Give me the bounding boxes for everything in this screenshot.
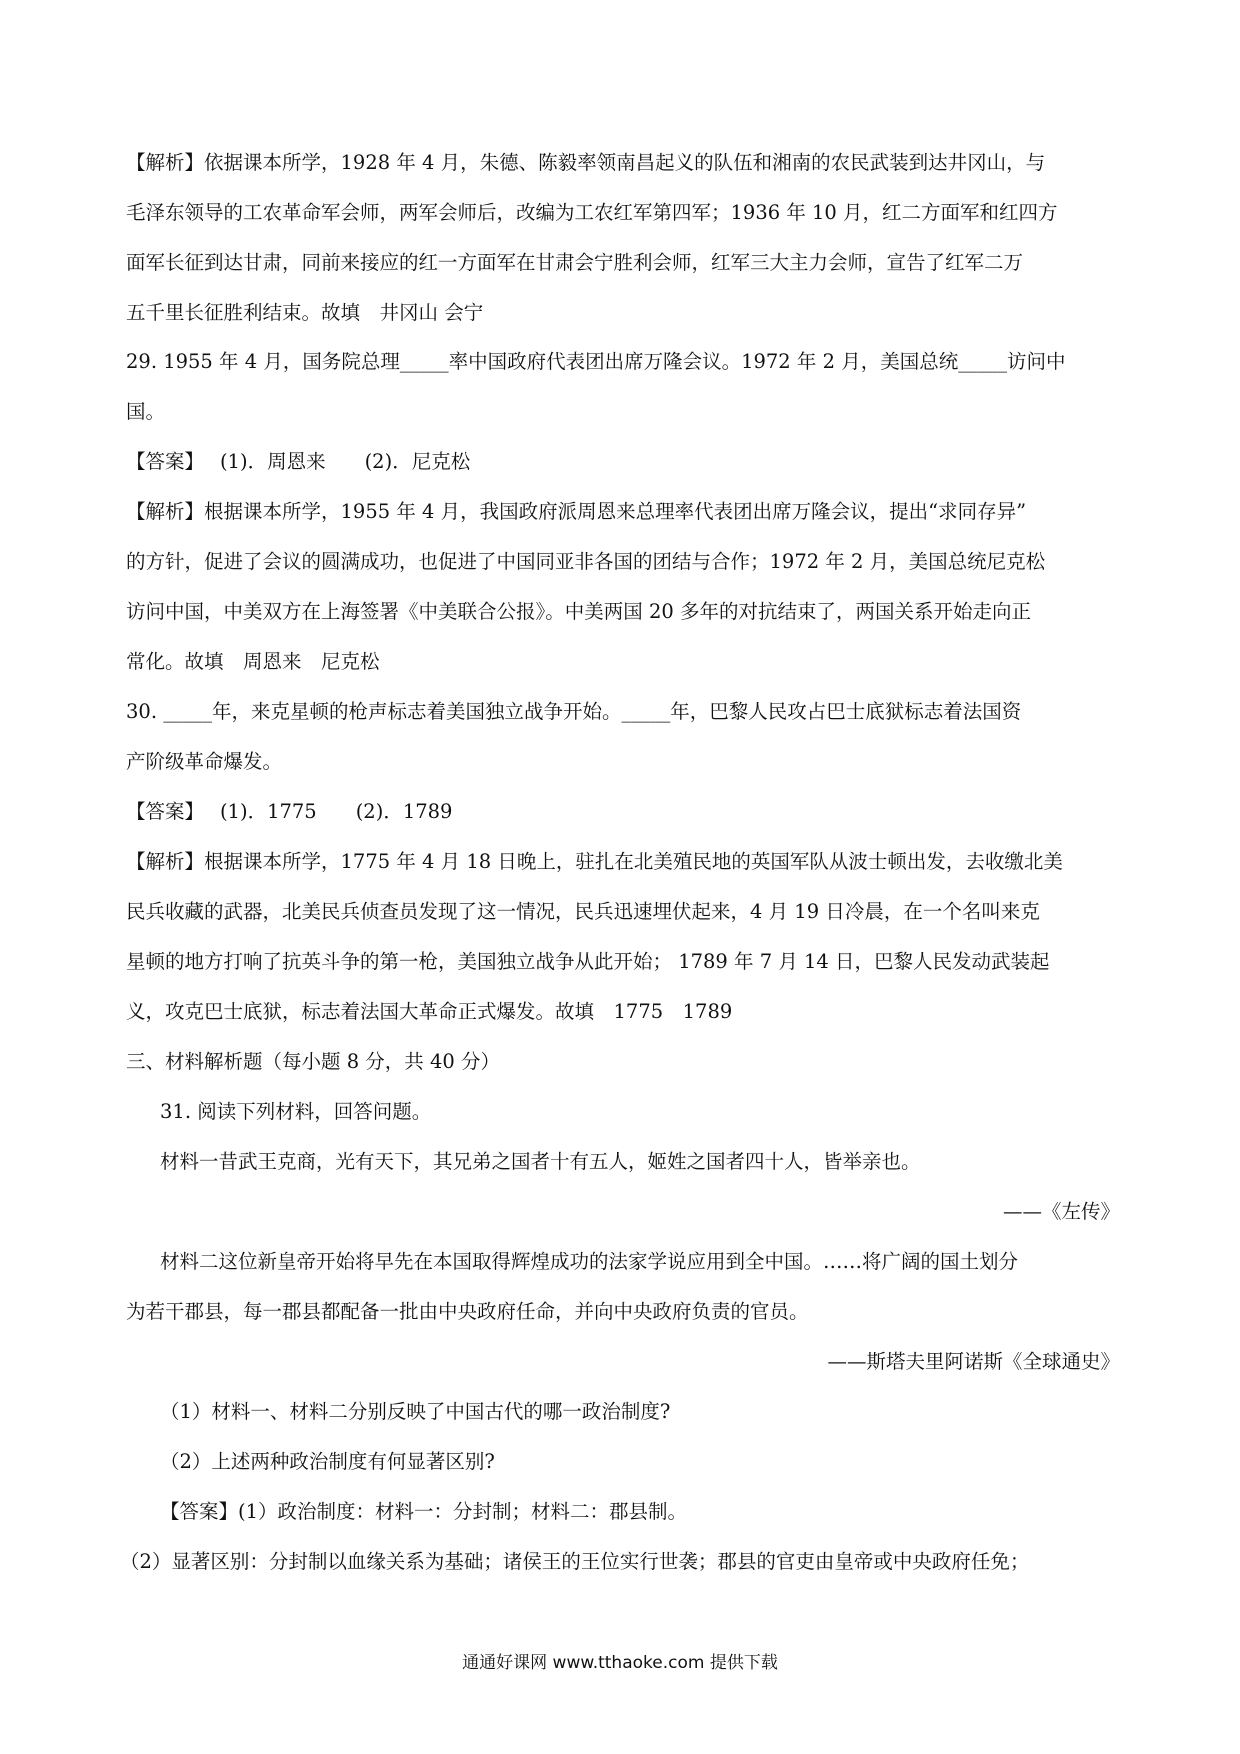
analysis-30-line-3: 星顿的地方打响了抗英斗争的第一枪，美国独立战争从此开始； 1789 年 7 月 14 日，巴黎人民发动武装起 (126, 950, 1050, 973)
material-two-source: ——斯塔夫里阿诺斯《全球通史》 (827, 1350, 1120, 1373)
analysis-28-line-4: 五千里长征胜利结束。故填 井冈山 会宁 (126, 301, 484, 324)
answer-30: 【答案】 (1)．1775 (2)．1789 (126, 800, 453, 823)
analysis-29-line-1: 【解析】根据课本所学，1955 年 4 月，我国政府派周恩来总理率代表团出席万隆会议，提出“求同存异” (126, 500, 1027, 523)
question-30-line-2: 产阶级革命爆发。 (126, 750, 283, 773)
analysis-29-line-2: 的方针，促进了会议的圆满成功，也促进了中国同亚非各国的团结与合作；1972 年 2 月，美国总统尼克松 (126, 550, 1046, 573)
footer-watermark: 通通好课网 www.tthaoke.com 提供下载 (462, 1653, 778, 1673)
material-two-line-2: 为若干郡县，每一郡县都配备一批由中央政府任命，并向中央政府负责的官员。 (126, 1300, 809, 1323)
sub-question-2: （2）上述两种政治制度有何显著区别? (160, 1450, 495, 1473)
material-one-source: ——《左传》 (1002, 1200, 1120, 1223)
material-two-line-1: 材料二这位新皇帝开始将早先在本国取得辉煌成功的法家学说应用到全中国。……将广阔的国土划分 (160, 1250, 1019, 1273)
analysis-29-line-4: 常化。故填 周恩来 尼克松 (126, 650, 380, 673)
section-heading: 三、材料解析题（每小题 8 分，共 40 分） (126, 1050, 501, 1073)
question-30-line-1: 30. _____年，来克星顿的枪声标志着美国独立战争开始。_____年，巴黎人民攻占巴士底狱标志着法国资 (126, 700, 1022, 723)
analysis-28-line-1: 【解析】依据课本所学，1928 年 4 月，朱德、陈毅率领南昌起义的队伍和湘南的农民武装到达井冈山，与 (126, 151, 1046, 174)
answer-31-part-2: （2）显著区别：分封制以血缘关系为基础；诸侯王的王位实行世袭；郡县的官吏由皇帝或中央政府任免； (120, 1550, 1030, 1573)
answer-29: 【答案】 (1)．周恩来 (2)．尼克松 (126, 450, 471, 473)
question-29-line-1: 29. 1955 年 4 月，国务院总理_____率中国政府代表团出席万隆会议。1972 年 2 月，美国总统_____访问中 (126, 350, 1066, 373)
analysis-30-line-4: 义，攻克巴士底狱，标志着法国大革命正式爆发。故填 1775 1789 (126, 1000, 733, 1023)
analysis-29-line-3: 访问中国，中美双方在上海签署《中美联合公报》。中美两国 20 多年的对抗结束了，两国关系开始走向正 (126, 600, 1031, 623)
material-one: 材料一昔武王克商，光有天下，其兄弟之国者十有五人，姬姓之国者四十人，皆举亲也。 (160, 1150, 921, 1173)
question-31-prompt: 31. 阅读下列材料，回答问题。 (160, 1100, 432, 1123)
answer-31-part-1: 【答案】(1）政治制度：材料一：分封制；材料二：郡县制。 (160, 1500, 688, 1523)
analysis-28-line-2: 毛泽东领导的工农革命军会师，两军会师后，改编为工农红军第四军；1936 年 10 月，红二方面军和红四方 (126, 201, 1058, 224)
analysis-30-line-2: 民兵收藏的武器，北美民兵侦查员发现了这一情况，民兵迅速埋伏起来，4 月 19 日冷晨，在一个名叫来克 (126, 900, 1040, 923)
question-29-line-2: 国。 (126, 400, 166, 423)
sub-question-1: （1）材料一、材料二分别反映了中国古代的哪一政治制度? (160, 1400, 671, 1423)
analysis-28-line-3: 面军长征到达甘肃，同前来接应的红一方面军在甘肃会宁胜利会师，红军三大主力会师，宣告了红军二万 (126, 251, 1024, 274)
analysis-30-line-1: 【解析】根据课本所学，1775 年 4 月 18 日晚上，驻扎在北美殖民地的英国军队从波士顿出发，去收缴北美 (126, 850, 1063, 873)
